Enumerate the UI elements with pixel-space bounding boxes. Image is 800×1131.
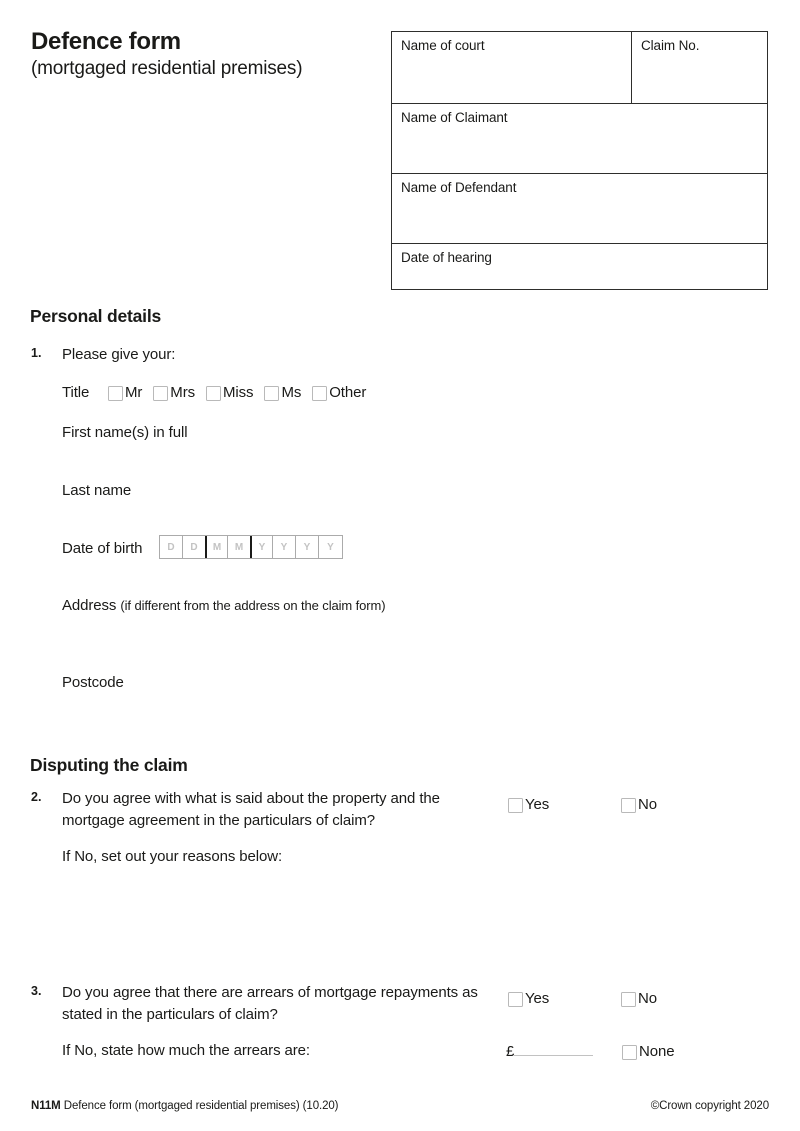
last-name-label: Last name: [62, 482, 132, 499]
q3-yes-option: [508, 988, 549, 1010]
name-of-claimant-label: Name of Claimant: [401, 110, 508, 125]
title-other-checkbox[interactable]: [312, 386, 327, 401]
name-of-court-field[interactable]: [392, 32, 632, 103]
court-row: [392, 32, 767, 104]
q2-yes-label: Yes: [525, 796, 550, 813]
title-mr-label: Mr: [125, 384, 143, 401]
address-field[interactable]: [62, 620, 762, 665]
form-subtitle: (mortgaged residential premises): [31, 58, 303, 79]
claimant-row: [392, 104, 767, 174]
dob-year1-cell[interactable]: Y: [250, 536, 273, 558]
q3-no-option: [621, 988, 657, 1010]
arrears-amount-row: [506, 1040, 593, 1063]
disputing-heading: Disputing the claim: [30, 755, 188, 775]
title-option-miss: [206, 382, 253, 404]
q2-no-option: [621, 794, 657, 816]
court-details-box: [391, 31, 768, 290]
postcode-label: Postcode: [62, 674, 124, 691]
title-ms-label: Ms: [281, 384, 302, 401]
question-2-number: 2.: [31, 790, 42, 804]
title-ms-checkbox[interactable]: [264, 386, 279, 401]
title-option-mrs: [153, 382, 195, 404]
name-of-court-label: Name of court: [401, 38, 485, 53]
last-name-field[interactable]: [62, 503, 762, 533]
footer-copyright: ©Crown copyright 2020: [650, 1100, 769, 1112]
first-name-label: First name(s) in full: [62, 424, 188, 441]
title-options-row: [108, 382, 366, 404]
hearing-row: [392, 244, 767, 289]
title-option-mr: [108, 382, 142, 404]
question-2-text: Do you agree with what is said about the property and the mortgage agreement in the particulars of claim?: [62, 790, 440, 829]
title-other-label: Other: [329, 384, 367, 401]
title-mrs-checkbox[interactable]: [153, 386, 168, 401]
q2-reasons-area[interactable]: [62, 875, 762, 970]
dob-year4-cell[interactable]: Y: [327, 541, 334, 553]
question-3-number: 3.: [31, 984, 42, 998]
q2-yes-option: [508, 794, 549, 816]
dob-year3-cell[interactable]: Y: [296, 536, 319, 558]
footer-form-reference: [31, 1100, 338, 1112]
date-of-hearing-field[interactable]: [392, 244, 767, 289]
q2-no-label: No: [638, 796, 657, 813]
q3-no-checkbox[interactable]: [621, 992, 636, 1007]
arrears-amount-field[interactable]: [514, 1040, 593, 1056]
address-line: [62, 595, 386, 617]
q2-if-no-prompt: If No, set out your reasons below:: [62, 848, 283, 865]
q2-no-checkbox[interactable]: [621, 798, 636, 813]
claim-no-label: Claim No.: [641, 38, 700, 53]
q3-no-label: No: [638, 990, 657, 1007]
form-title: Defence form: [31, 28, 181, 55]
title-miss-checkbox[interactable]: [206, 386, 221, 401]
defendant-row: [392, 174, 767, 244]
q3-yes-label: Yes: [525, 990, 550, 1007]
q3-if-no-prompt: If No, state how much the arrears are:: [62, 1042, 310, 1059]
title-mr-checkbox[interactable]: [108, 386, 123, 401]
name-of-claimant-field[interactable]: [392, 104, 767, 173]
address-label: Address: [62, 597, 117, 614]
dob-day1-cell[interactable]: D: [160, 536, 183, 558]
q3-none-option: [622, 1041, 674, 1063]
address-note: (if different from the address on the claim form): [120, 598, 386, 613]
question-1-prompt: Please give your:: [62, 346, 176, 363]
q2-yes-checkbox[interactable]: [508, 798, 523, 813]
title-miss-label: Miss: [223, 384, 254, 401]
dob-month2-cell[interactable]: M: [228, 536, 251, 558]
first-name-field[interactable]: [62, 445, 762, 475]
dob-input-grid: [159, 535, 343, 559]
q3-yes-checkbox[interactable]: [508, 992, 523, 1007]
dob-label: Date of birth: [62, 540, 143, 557]
claim-no-field[interactable]: [632, 32, 767, 103]
title-label: Title: [62, 384, 90, 401]
name-of-defendant-label: Name of Defendant: [401, 180, 517, 195]
postcode-field[interactable]: [145, 668, 395, 694]
dob-year2-cell[interactable]: Y: [273, 536, 296, 558]
title-mrs-label: Mrs: [170, 384, 195, 401]
title-option-other: [312, 382, 366, 404]
name-of-defendant-field[interactable]: [392, 174, 767, 243]
question-1-number: 1.: [31, 346, 42, 360]
dob-day2-cell[interactable]: D: [183, 536, 206, 558]
personal-details-heading: Personal details: [30, 306, 162, 326]
q3-none-checkbox[interactable]: [622, 1045, 637, 1060]
footer-form-code: N11M: [31, 1100, 61, 1112]
title-option-ms: [264, 382, 301, 404]
pound-symbol: £: [506, 1043, 515, 1060]
q3-none-label: None: [639, 1043, 675, 1060]
question-3-text: Do you agree that there are arrears of mortgage repayments as stated in the particulars of claim?: [62, 984, 478, 1023]
date-of-hearing-label: Date of hearing: [401, 250, 492, 265]
dob-month1-cell[interactable]: M: [205, 536, 228, 558]
footer-form-name: Defence form (mortgaged residential premises) (10.20): [60, 1100, 339, 1112]
